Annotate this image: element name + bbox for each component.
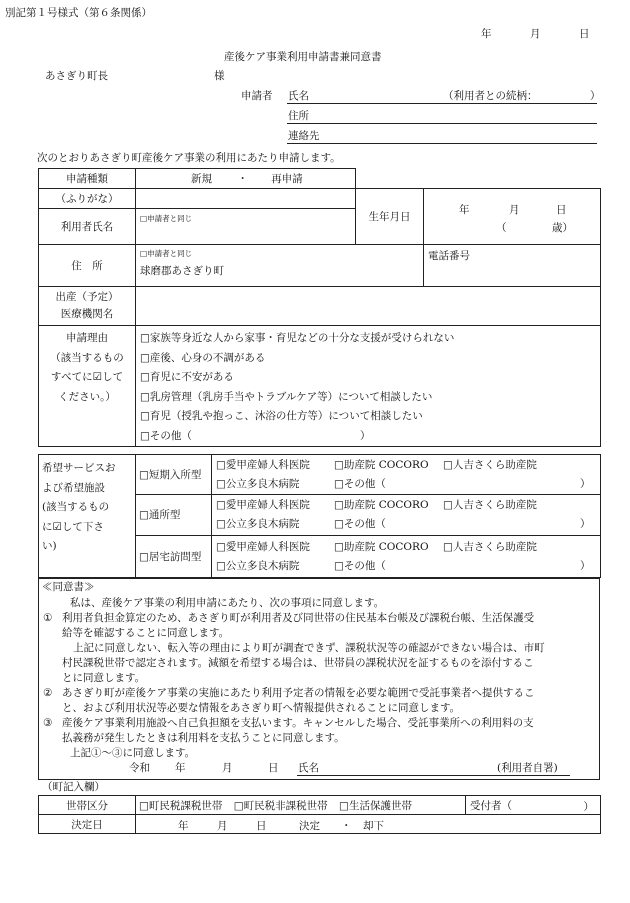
household-welfare[interactable]: □生活保護世帯	[339, 799, 412, 812]
age-open: （	[496, 221, 507, 234]
facility-taragi[interactable]: □公立多良木病院	[216, 559, 300, 572]
reason-label-line: 申請理由	[66, 332, 108, 344]
birth-institution-label	[39, 287, 136, 326]
user-name-label: 利用者氏名	[39, 209, 136, 245]
reason-other-close: ）	[360, 429, 371, 442]
consent-agree: 上記①～③に同意します。	[70, 747, 196, 759]
reasons-cell	[136, 326, 601, 447]
phone-label: 電話番号	[428, 250, 470, 262]
office-label: （町記入欄）	[42, 781, 105, 793]
birth-label: 生年月日	[356, 189, 424, 245]
reason-option[interactable]: □家族等身近な人から家事・育児などの十分な支援が受けられない	[140, 332, 455, 344]
birth-year: 年	[459, 203, 470, 216]
facility-cocoro[interactable]: □助産院 COCORO	[334, 499, 429, 511]
service-label-line: い)	[42, 540, 57, 552]
consent-header: ≪同意書≫	[42, 581, 95, 593]
reason-other-row[interactable]	[140, 427, 600, 447]
birth-institution-input[interactable]	[136, 287, 601, 326]
reason-option[interactable]: □育児に不安がある	[140, 371, 234, 383]
consent-item2-line: あさぎり町が産後ケア事業の実施にあたり利用予定者の情報を必要な範囲で受託事業者へ提供するこ	[62, 687, 535, 699]
reason-option[interactable]: □育児（授乳や抱っこ、沐浴の仕方等）について相談したい	[140, 410, 423, 422]
sign-year: 年	[175, 762, 186, 774]
receiver-label: 受付者（	[470, 799, 512, 812]
decision-rejected[interactable]: 却下	[363, 820, 384, 832]
birth-day: 日	[556, 203, 567, 216]
type-label: 申請種類	[39, 169, 136, 189]
sign-self-note: (利用者自署)	[497, 762, 558, 774]
service-day-care[interactable]: □通所型	[136, 495, 212, 536]
applicant-address-label: 住所	[288, 110, 309, 122]
facility-aiko[interactable]: □愛甲産婦人科医院	[216, 540, 310, 553]
decision-cell[interactable]	[136, 815, 601, 834]
service-home-visit[interactable]: □居宅訪問型	[136, 536, 212, 578]
consent-item3-line: 払義務が発生したときは利用料を支払うことに同意します。	[62, 732, 345, 744]
address-cell[interactable]	[136, 245, 424, 287]
type-new[interactable]: 新規	[191, 173, 212, 185]
household-options	[136, 796, 466, 815]
consent-item2-line: と、および利用状況等必要な情報をあさぎり町へ情報提供されることに同意します。	[62, 702, 461, 714]
consent-item1-line: 利用者負担金算定のため、あさぎり町が利用者及び同世帯の住民基本台帳及び課税台帳、生活保護受	[62, 612, 535, 624]
address-value: 球磨郡あさぎり町	[140, 265, 224, 277]
application-table	[38, 168, 601, 447]
household-taxed[interactable]: □町民税課税世帯	[139, 799, 223, 812]
facility-cell-day-care	[212, 495, 601, 536]
birth-inst-label-1: 出産（予定）	[55, 291, 119, 303]
applicant-address-line[interactable]	[287, 123, 597, 124]
reason-label-line: すべてに☑して	[50, 371, 124, 383]
address-same-as-applicant[interactable]: □申請者と同じ	[140, 249, 193, 258]
furigana-label: （ふりがな）	[39, 189, 136, 209]
decision-approved[interactable]: 決定	[299, 820, 320, 832]
facility-cell-short-stay	[212, 455, 601, 495]
furigana-input[interactable]	[136, 189, 356, 209]
type-re[interactable]: 再申請	[271, 173, 303, 185]
facility-hitoyoshi[interactable]: □人吉さくら助産院	[443, 458, 537, 471]
birth-inst-label-2: 医療機関名	[60, 308, 114, 320]
sign-name-line[interactable]	[297, 775, 570, 776]
service-label-line: に☑して下さ	[42, 520, 104, 533]
consent-item1-num: ①	[43, 612, 53, 624]
consent-item3-num: ③	[43, 717, 53, 729]
consent-item3-line: 産後ケア事業利用施設へ自己負担額を支払います。キャンセルした場合、受託事業所への利用料の支	[62, 717, 534, 729]
facility-other[interactable]: □その他（	[334, 518, 386, 530]
reason-option[interactable]: □乳房管理（乳房手当やトラブルケア等）について相談したい	[140, 390, 433, 403]
consent-item1-line: 村民課税世帯で認定されます。減額を希望する場合は、世帯員の課税状況を証するものを添付するこ	[62, 657, 534, 669]
consent-item1-line: 上記に同意しない、転入等の理由により町が調査できず、課税状況等の確認ができない場合は、市町	[73, 642, 545, 654]
household-nontaxed[interactable]: □町民税非課税世帯	[233, 799, 328, 812]
facility-other[interactable]: □その他（	[334, 559, 386, 572]
reason-option[interactable]: □産後、心身の不調がある	[140, 351, 266, 364]
facility-aiko[interactable]: □愛甲産婦人科医院	[216, 458, 310, 471]
consent-item2-num: ②	[43, 687, 53, 699]
facility-cocoro[interactable]: □助産院 COCORO	[334, 458, 429, 471]
relation-label: （利用者との続柄：	[443, 90, 538, 102]
consent-item1-line: とに同意します。	[62, 672, 146, 684]
facility-other[interactable]: □その他（	[334, 477, 386, 490]
decision-month: 月	[217, 820, 228, 832]
receiver-close: ）	[583, 801, 594, 813]
service-label-cell	[39, 455, 136, 578]
sign-month: 月	[222, 762, 233, 774]
decision-day: 日	[256, 820, 267, 832]
applicant-label: 申請者	[241, 90, 273, 102]
facility-other-close: ）	[580, 559, 591, 572]
decision-date-label: 決定日	[39, 815, 136, 834]
date-month: 月	[530, 28, 541, 40]
reason-label-line: ください。）	[58, 390, 116, 403]
service-label-line: 希望サービスお	[42, 462, 116, 474]
facility-hitoyoshi[interactable]: □人吉さくら助産院	[443, 540, 537, 553]
form-number: 別記第１号様式（第６条関係）	[5, 7, 152, 19]
user-name-cell[interactable]	[136, 209, 356, 245]
recipient: あさぎり町長	[45, 70, 108, 82]
facility-other-close: ）	[580, 477, 591, 490]
facility-cell-home-visit	[212, 536, 601, 578]
birth-month: 月	[509, 203, 520, 216]
date-year: 年	[481, 28, 492, 40]
type-options[interactable]	[136, 169, 356, 189]
applicant-name-label: 氏名	[288, 90, 309, 102]
reason-label-cell	[39, 326, 136, 447]
sign-name-label: 氏名	[298, 762, 319, 774]
birth-cell[interactable]	[424, 189, 601, 245]
address-label: 住 所	[39, 245, 136, 287]
age-close: 歳）	[552, 221, 573, 234]
form-title: 産後ケア事業利用申請書兼同意書	[224, 51, 382, 63]
applicant-contact-line[interactable]	[287, 143, 597, 144]
reason-label-line: （該当するもの	[50, 351, 124, 364]
services-table	[38, 454, 601, 578]
relation-close: ）	[590, 90, 601, 102]
phone-cell[interactable]	[424, 245, 601, 287]
facility-cocoro[interactable]: □助産院 COCORO	[334, 540, 429, 553]
recipient-suffix: 様	[214, 70, 225, 82]
reason-other[interactable]: □その他（	[140, 429, 192, 442]
facility-hitoyoshi[interactable]: □人吉さくら助産院	[443, 499, 537, 511]
consent-item1-line: 給等を確認することに同意します。	[62, 627, 230, 639]
facility-taragi[interactable]: □公立多良木病院	[216, 518, 300, 530]
decision-dot: ・	[341, 820, 352, 832]
receiver-cell[interactable]	[466, 796, 601, 815]
office-table	[38, 795, 601, 834]
service-label-line: よび希望施設	[42, 481, 105, 494]
sign-era: 令和	[129, 762, 150, 774]
decision-year: 年	[178, 820, 189, 832]
consent-lead: 私は、産後ケア事業の利用申請にあたり、次の事項に同意します。	[70, 597, 385, 609]
applicant-contact-label: 連絡先	[288, 130, 320, 142]
date-day: 日	[579, 28, 590, 40]
intro-text: 次のとおりあさぎり町産後ケア事業の利用にあたり申請します。	[37, 152, 341, 164]
type-blank	[356, 169, 601, 189]
service-short-stay[interactable]: □短期入所型	[136, 455, 212, 495]
facility-aiko[interactable]: □愛甲産婦人科医院	[216, 499, 310, 511]
type-dot: ・	[237, 173, 248, 185]
household-label: 世帯区分	[39, 796, 136, 815]
applicant-name-line[interactable]	[287, 103, 597, 104]
sign-day: 日	[268, 762, 279, 774]
facility-taragi[interactable]: □公立多良木病院	[216, 477, 300, 490]
facility-other-close: ）	[580, 518, 591, 530]
service-label-line: (該当するもの	[42, 501, 110, 513]
user-same-as-applicant[interactable]: □申請者と同じ	[140, 214, 193, 223]
